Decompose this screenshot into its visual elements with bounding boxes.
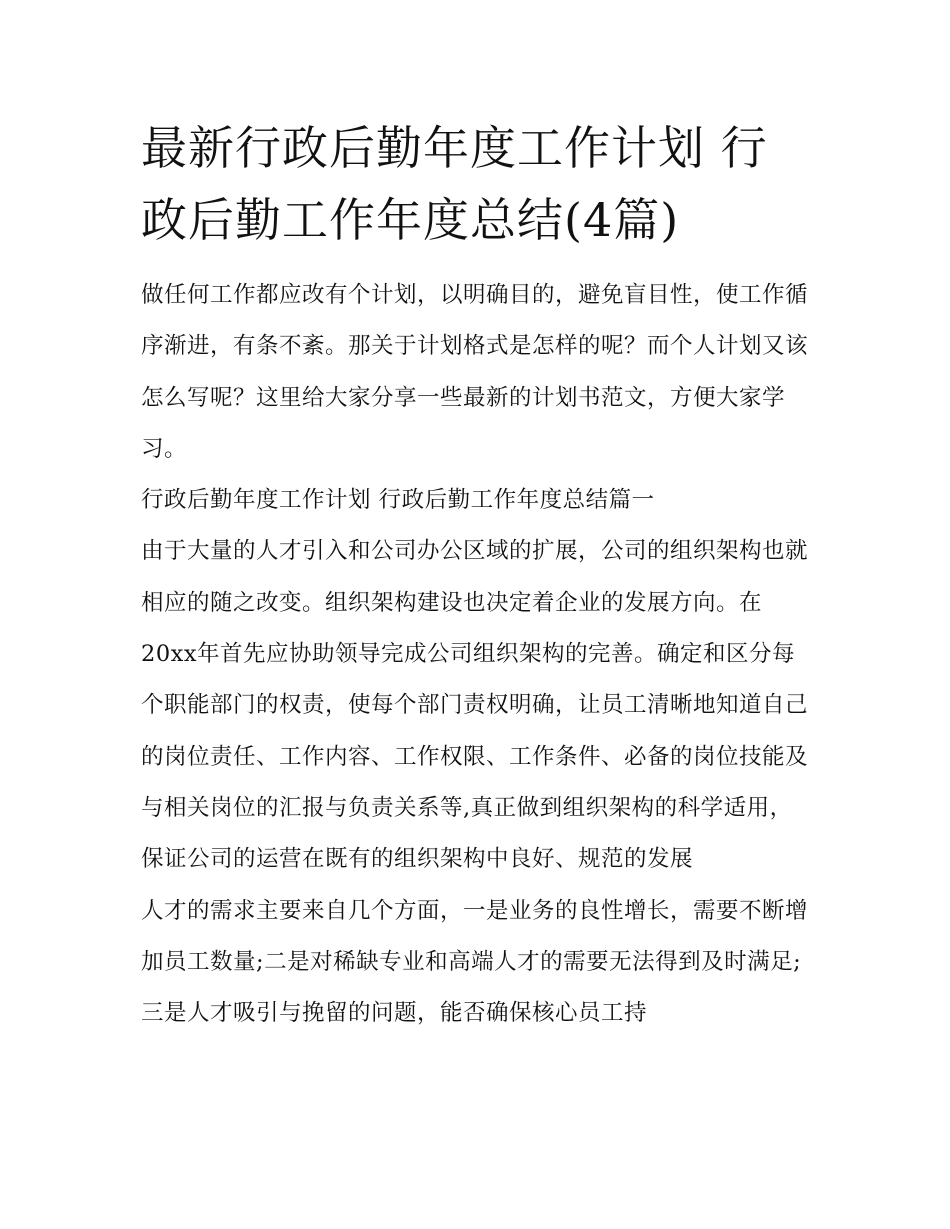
intro-paragraph: 做任何工作都应改有个计划，以明确目的，避免盲目性，使工作循序渐进，有条不紊。那关于计划格式是怎样的呢？而个人计划又该怎么写呢？这里给大家分享一些最新的计划书范文，方便大家学习。 (141, 282, 809, 462)
body-paragraph: 人才的需求主要来自几个方面，一是业务的良性增长，需要不断增加员工数量;二是对稀缺专业和高端人才的需要无法得到及时满足;三是人才吸引与挽留的问题，能否确保核心员工持 (141, 897, 809, 1027)
body-paragraph: 由于大量的人才引入和公司办公区域的扩展，公司的组织架构也就相应的随之改变。组织架构建设也决定着企业的发展方向。在20xx年首先应协助领导完成公司组织架构的完善。确定和区分每个职能部门的权责，使每个部门责权明确，让员工清晰地知道自己的岗位责任、工作内容、工作权限、工作条件、必备的岗位技能及与相关岗位的汇报与负责关系等,真正做到组织架构的科学适用，保证公司的运营在既有的组织架构中良好、规范的发展 (141, 538, 809, 873)
section-heading: 行政后勤年度工作计划 行政后勤工作年度总结篇一 (141, 487, 655, 514)
document-body (141, 112, 813, 1039)
document-title: 最新行政后勤年度工作计划 行政后勤工作年度总结(4篇) (141, 121, 768, 247)
